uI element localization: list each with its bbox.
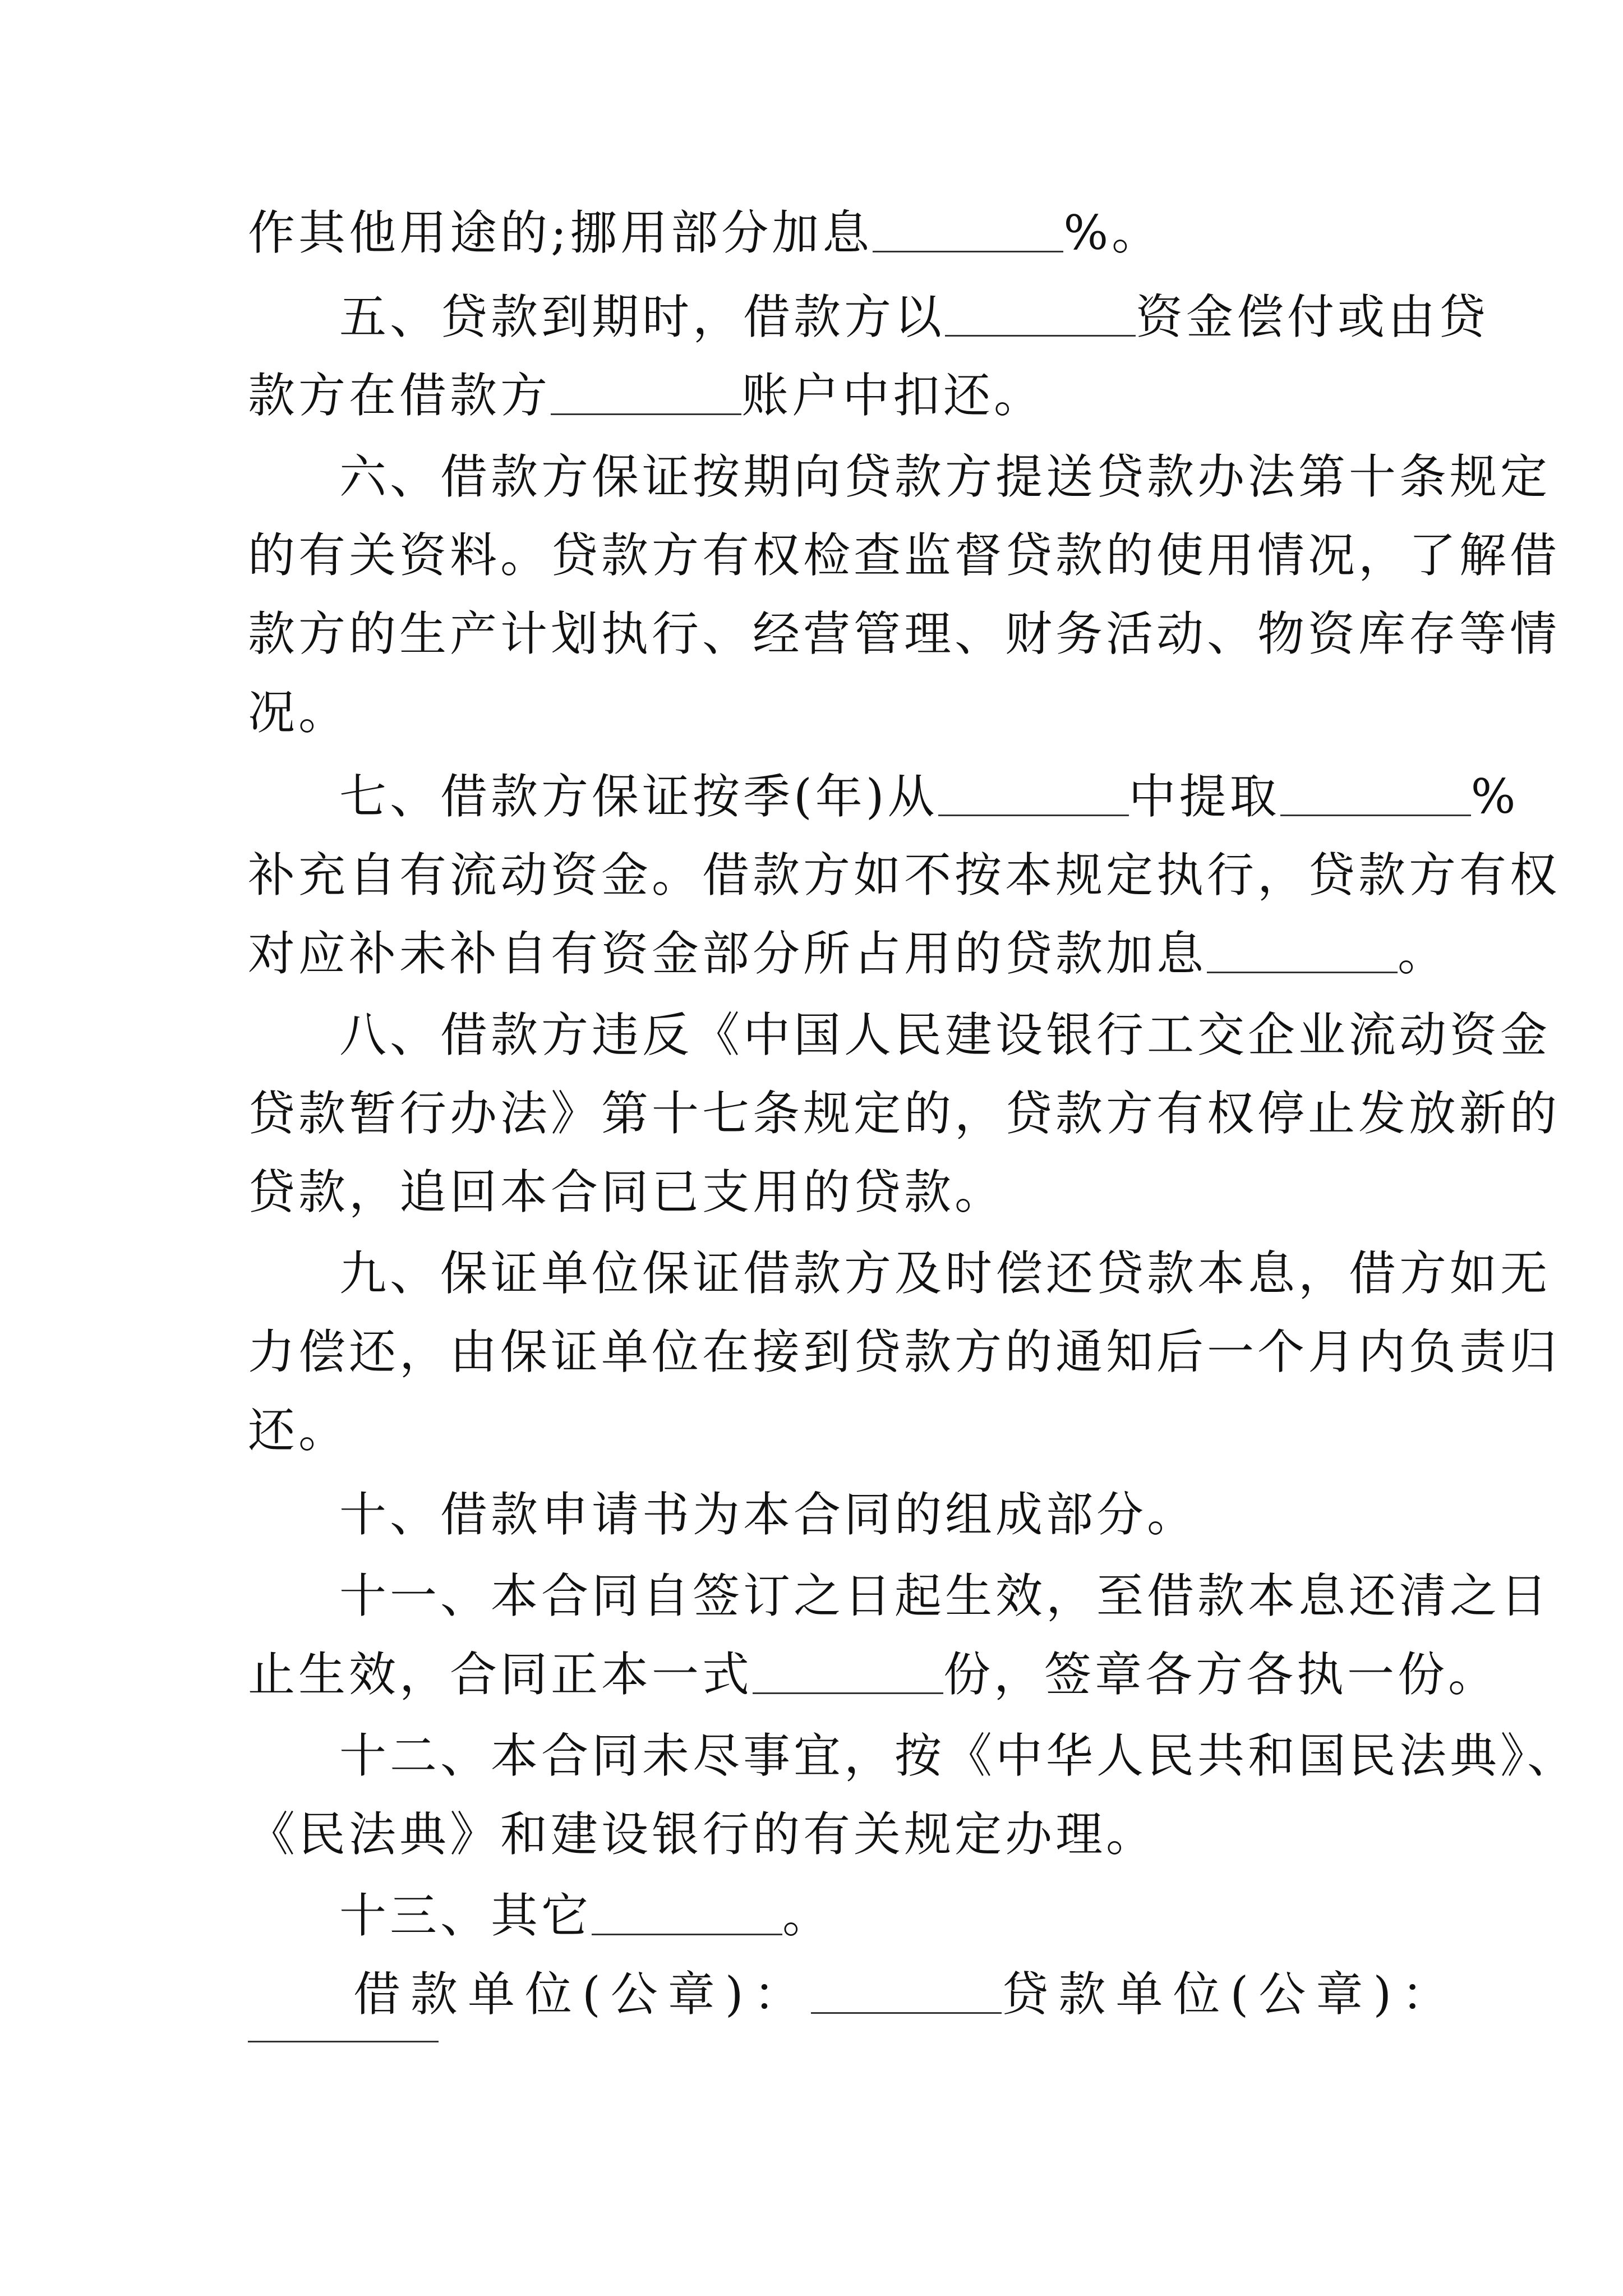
text-line: [248, 926, 1448, 982]
line-text: 款方的生产计划执行、经营管理、财务活动、物资库存等情: [248, 606, 1561, 661]
text-line: [248, 527, 1560, 583]
text-line: [248, 1402, 349, 1458]
line-text: 。: [1398, 926, 1449, 981]
fill-blank: [938, 770, 1129, 816]
fill-blank: [873, 206, 1063, 252]
line-text: 份，签章各方各执一份。: [943, 1647, 1499, 1702]
fill-blank: [1280, 770, 1471, 816]
text-line: [248, 367, 1044, 424]
line-text: 资金偿付或由贷: [1136, 289, 1490, 344]
clause-9: [339, 1245, 1551, 1301]
line-text: 六、借款方保证按期向贷款方提送贷款办法第十条规定: [339, 449, 1551, 504]
text-line: [248, 1806, 1156, 1862]
signature-line: [353, 1966, 1459, 2022]
line-text: %。: [1063, 205, 1163, 260]
text-line: [248, 1324, 1560, 1380]
fill-blank: [753, 1648, 943, 1694]
fill-blank: [592, 1889, 782, 1935]
lender-seal-label: 贷款单位(公章)：: [1001, 1967, 1459, 2022]
line-text: 九、保证单位保证借款方及时偿还贷款本息，借方如无: [339, 1246, 1551, 1301]
clause-11: [339, 1568, 1551, 1624]
clause-12: [339, 1728, 1578, 1784]
fill-blank: [1207, 927, 1398, 973]
line-text: %: [1470, 769, 1519, 824]
line-text: 中提取: [1128, 769, 1280, 824]
clause-8: [339, 1007, 1551, 1063]
line-text: 。: [782, 1888, 833, 1943]
line-text: 十、借款申请书为本合同的组成部分。: [339, 1487, 1198, 1542]
line-text: 《民法典》和建设银行的有关规定办理。: [248, 1807, 1157, 1862]
line-text: 贷款，追回本合同已支用的贷款。: [248, 1165, 1006, 1220]
text-line: [248, 205, 1162, 261]
borrower-seal-label: 借款单位(公章)：: [353, 1967, 811, 2022]
line-text: 力偿还，由保证单位在接到贷款方的通知后一个月内负责归: [248, 1324, 1561, 1379]
clause-7: [339, 769, 1519, 825]
line-text: 况。: [248, 685, 349, 740]
text-line: [248, 847, 1560, 903]
text-line: [248, 1646, 1498, 1703]
line-text: 账户中扣还。: [741, 368, 1045, 423]
line-text: 补充自有流动资金。借款方如不按本规定执行，贷款方有权: [248, 848, 1561, 903]
fill-blank: [945, 290, 1136, 337]
clause-5: [339, 289, 1489, 345]
line-text: 十二、本合同未尽事宜，按《中华人民共和国民法典》、: [339, 1728, 1578, 1783]
line-text: 对应补未补自有资金部分所占用的贷款加息: [248, 926, 1207, 981]
clause-6: [339, 449, 1551, 505]
line-text: 七、借款方保证按季(年)从: [339, 769, 938, 824]
text-line: [248, 1085, 1560, 1142]
line-text: 八、借款方违反《中国人民建设银行工交企业流动资金: [339, 1007, 1551, 1062]
fill-blank: [248, 2041, 439, 2042]
line-text: 十三、其它: [339, 1888, 592, 1943]
line-text: 止生效，合同正本一式: [248, 1647, 753, 1702]
text-line: [248, 606, 1560, 662]
fill-blank: [551, 369, 741, 415]
line-text: 还。: [248, 1403, 349, 1458]
fill-blank: [811, 1967, 1002, 2014]
line-text: 贷款暂行办法》第十七条规定的，贷款方有权停止发放新的: [248, 1086, 1561, 1141]
clause-10: [339, 1487, 1197, 1543]
line-text: 款方在借款方: [248, 368, 551, 423]
line-text: 作其他用途的;挪用部分加息: [248, 205, 873, 260]
text-line: [248, 1164, 1005, 1220]
line-text: 十一、本合同自签订之日起生效，至借款本息还清之日: [339, 1568, 1551, 1623]
text-line: [248, 684, 349, 740]
line-text: 五、贷款到期时，借款方以: [339, 289, 946, 344]
line-text: 的有关资料。贷款方有权检查监督贷款的使用情况，了解借: [248, 528, 1561, 583]
clause-13: [339, 1888, 833, 1944]
